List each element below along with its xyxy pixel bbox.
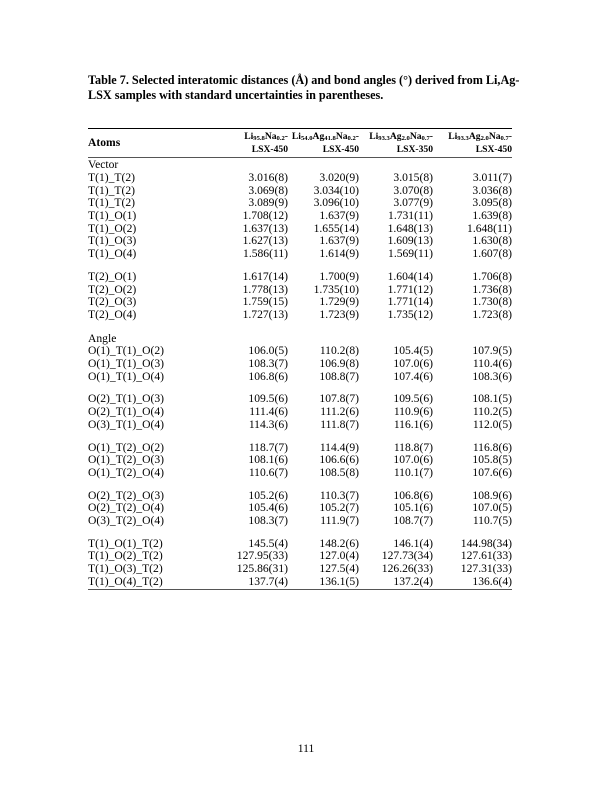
atoms-cell: O(2)_T(2)_O(3) <box>88 488 164 502</box>
value-cell: 127.95(33) <box>236 549 288 563</box>
value-cell: 108.3(7) <box>248 357 288 371</box>
value-cell: 1.648(13) <box>387 221 433 235</box>
value-cell: 106.0(5) <box>248 344 288 358</box>
column-header-sample-name: LSX-450 <box>251 143 288 155</box>
value-cell: 145.5(4) <box>248 536 288 550</box>
element-subscript: 93.3 <box>457 135 469 142</box>
value-cell: 110.2(8) <box>319 344 359 358</box>
column-header-sample-name: LSX-450 <box>475 143 512 155</box>
value-cell: 127.5(4) <box>319 562 359 576</box>
value-cell: 3.069(8) <box>248 183 288 197</box>
atoms-cell: O(3)_T(1)_O(4) <box>88 417 164 431</box>
value-cell: 1.617(14) <box>242 269 288 283</box>
atoms-cell: T(1)_T(2) <box>88 170 135 184</box>
caption-line-2: LSX samples with standard uncertainties in parentheses. <box>88 88 384 102</box>
value-cell: 1.759(15) <box>242 295 288 309</box>
table-row <box>88 271 512 284</box>
formula-suffix: - <box>284 131 288 142</box>
column-header-sample <box>359 129 433 158</box>
atoms-cell: T(1)_O(1)_T(2) <box>88 536 163 550</box>
value-cell: 1.637(9) <box>319 209 359 222</box>
value-cell: 106.9(8) <box>319 357 359 371</box>
atoms-cell: T(1)_O(2)_T(2) <box>88 549 163 563</box>
table-row <box>88 515 512 528</box>
atoms-cell: T(2)_O(4) <box>88 307 137 321</box>
group-spacer <box>88 261 512 271</box>
value-cell: 136.6(4) <box>472 574 512 588</box>
value-cell: 111.9(7) <box>320 514 359 528</box>
element-symbol: Li <box>244 131 254 142</box>
value-cell: 1.727(13) <box>242 307 288 321</box>
value-cell: 1.736(8) <box>472 282 512 296</box>
value-cell: 118.8(7) <box>393 440 433 454</box>
element-subscript: 0.7 <box>500 135 509 142</box>
column-header-sample <box>433 129 512 158</box>
section-label: Vector <box>88 158 119 172</box>
element-symbol: Li <box>448 131 458 142</box>
value-cell: 144.98(34) <box>460 536 512 550</box>
atoms-cell: T(1)_T(2) <box>88 183 135 197</box>
element-subscript: 0.2 <box>347 135 356 142</box>
value-cell: 110.7(5) <box>472 514 512 528</box>
formula-suffix: - <box>355 131 359 142</box>
column-header-formula <box>433 132 512 145</box>
value-cell: 106.6(6) <box>319 453 359 467</box>
atoms-cell: O(1)_T(2)_O(3) <box>88 453 164 467</box>
value-cell: 108.9(6) <box>472 488 512 502</box>
table-row <box>88 563 512 576</box>
value-cell: 126.26(33) <box>381 562 433 576</box>
value-cell: 3.015(8) <box>393 170 433 184</box>
atoms-cell: T(2)_O(1) <box>88 269 137 283</box>
atoms-cell: O(2)_T(1)_O(4) <box>88 405 164 419</box>
value-cell: 107.6(6) <box>472 465 512 479</box>
element-symbol: Li <box>369 131 379 142</box>
column-header-formula <box>224 132 288 145</box>
value-cell: 1.637(13) <box>242 221 288 235</box>
column-header-formula <box>288 132 359 145</box>
header-row <box>88 129 512 158</box>
bottom-rule <box>88 589 512 590</box>
column-header-sample <box>288 129 359 158</box>
value-cell: 108.3(7) <box>248 514 288 528</box>
value-cell: 127.31(33) <box>460 562 512 576</box>
table-row <box>88 576 512 589</box>
value-cell: 1.604(14) <box>387 269 433 283</box>
value-cell: 127.61(33) <box>460 549 512 563</box>
atoms-cell: T(1)_O(2) <box>88 221 137 235</box>
value-cell: 3.016(8) <box>248 170 288 184</box>
element-subscript: 41.8 <box>324 135 336 142</box>
value-cell: 111.2(6) <box>320 405 359 419</box>
value-cell: 107.0(6) <box>393 357 433 371</box>
value-cell: 3.034(10) <box>313 183 359 197</box>
atoms-cell: O(1)_T(1)_O(2) <box>88 344 164 358</box>
value-cell: 136.1(5) <box>319 574 359 588</box>
value-cell: 1.637(9) <box>319 234 359 248</box>
table-row <box>88 358 512 371</box>
column-header-formula <box>359 132 433 145</box>
value-cell: 3.089(9) <box>248 196 288 210</box>
value-cell: 105.2(7) <box>319 501 359 515</box>
value-cell: 1.639(8) <box>472 209 512 222</box>
value-cell: 1.627(13) <box>242 234 288 248</box>
value-cell: 105.2(6) <box>248 488 288 502</box>
value-cell: 108.7(7) <box>393 514 433 528</box>
caption-line-1: Table 7. Selected interatomic distances (Å) and bond angles (°) derived from Li,Ag- <box>88 73 520 87</box>
value-cell: 1.700(9) <box>319 269 359 283</box>
value-cell: 127.0(4) <box>319 549 359 563</box>
value-cell: 105.8(5) <box>472 453 512 467</box>
value-cell: 109.5(6) <box>393 392 433 406</box>
atoms-cell: T(2)_O(3) <box>88 295 137 309</box>
value-cell: 110.3(7) <box>319 488 359 502</box>
element-subscript: 0.7 <box>421 135 430 142</box>
table-row <box>88 185 512 198</box>
formula-suffix: - <box>508 131 512 142</box>
value-cell: 1.723(9) <box>319 307 359 321</box>
value-cell: 1.735(10) <box>313 282 359 296</box>
atoms-cell: O(2)_T(2)_O(4) <box>88 501 164 515</box>
value-cell: 1.648(11) <box>467 221 512 235</box>
value-cell: 107.9(5) <box>472 344 512 358</box>
value-cell: 3.077(9) <box>393 196 433 210</box>
element-symbol: Na <box>409 131 422 142</box>
value-cell: 111.4(6) <box>249 405 288 419</box>
value-cell: 109.5(6) <box>248 392 288 406</box>
value-cell: 146.1(4) <box>393 536 433 550</box>
table-row <box>88 248 512 261</box>
atoms-cell: T(1)_T(2) <box>88 196 135 210</box>
table-row <box>88 296 512 309</box>
value-cell: 127.73(34) <box>381 549 433 563</box>
table-row <box>88 406 512 419</box>
element-symbol: Ag <box>389 131 402 142</box>
atoms-cell: O(1)_T(2)_O(2) <box>88 440 164 454</box>
value-cell: 1.607(8) <box>472 247 512 261</box>
value-cell: 1.706(8) <box>472 269 512 283</box>
value-cell: 3.011(7) <box>472 170 512 184</box>
element-symbol: Na <box>335 131 348 142</box>
atoms-cell: O(2)_T(1)_O(3) <box>88 392 164 406</box>
value-cell: 125.86(31) <box>236 562 288 576</box>
atoms-cell: T(2)_O(2) <box>88 282 137 296</box>
section-label-row <box>88 332 512 346</box>
atoms-cell: O(1)_T(1)_O(4) <box>88 369 164 383</box>
value-cell: 116.1(6) <box>393 417 433 431</box>
section-spacer <box>88 322 512 332</box>
element-symbol: Li <box>291 131 301 142</box>
atoms-cell: O(1)_T(1)_O(3) <box>88 357 164 371</box>
value-cell: 107.0(6) <box>393 453 433 467</box>
value-cell: 112.0(5) <box>472 417 512 431</box>
value-cell: 110.1(7) <box>393 465 433 479</box>
table-row <box>88 467 512 480</box>
value-cell: 1.729(9) <box>319 295 359 309</box>
element-symbol: Ag <box>468 131 481 142</box>
table-row <box>88 371 512 384</box>
value-cell: 1.655(14) <box>313 221 359 235</box>
table-row <box>88 223 512 236</box>
value-cell: 3.070(8) <box>393 183 433 197</box>
column-header-sample-name: LSX-350 <box>396 143 433 155</box>
value-cell: 108.8(7) <box>319 369 359 383</box>
atoms-cell: T(1)_O(3) <box>88 234 137 248</box>
value-cell: 108.1(6) <box>248 453 288 467</box>
column-header-sample <box>224 129 288 158</box>
value-cell: 108.3(6) <box>472 369 512 383</box>
element-subscript: 95.8 <box>253 135 265 142</box>
element-subscript: 93.3 <box>378 135 390 142</box>
value-cell: 3.020(9) <box>319 170 359 184</box>
value-cell: 110.4(6) <box>472 357 512 371</box>
value-cell: 1.614(9) <box>319 247 359 261</box>
element-symbol: Ag <box>312 131 325 142</box>
element-subscript: 54.0 <box>300 135 313 142</box>
value-cell: 118.7(7) <box>248 440 288 454</box>
value-cell: 1.723(8) <box>472 307 512 321</box>
section-label-row <box>88 158 512 172</box>
element-subscript: 2.0 <box>480 135 489 142</box>
value-cell: 107.0(5) <box>472 501 512 515</box>
formula-suffix: - <box>429 131 433 142</box>
value-cell: 137.2(4) <box>393 574 433 588</box>
value-cell: 1.630(8) <box>472 234 512 248</box>
value-cell: 1.586(11) <box>243 247 288 261</box>
table-row <box>88 210 512 223</box>
value-cell: 108.5(8) <box>319 465 359 479</box>
value-cell: 1.735(12) <box>387 307 433 321</box>
value-cell: 1.609(13) <box>387 234 433 248</box>
data-table-container <box>88 128 512 590</box>
table-caption <box>88 73 528 103</box>
value-cell: 110.6(7) <box>248 465 288 479</box>
section-label: Angle <box>88 331 117 345</box>
atoms-cell: T(1)_O(4)_T(2) <box>88 574 163 588</box>
column-header-sample-name: LSX-450 <box>322 143 359 155</box>
value-cell: 1.708(12) <box>242 209 288 222</box>
value-cell: 3.036(8) <box>472 183 512 197</box>
element-subscript: 2.0 <box>401 135 410 142</box>
value-cell: 1.731(11) <box>388 209 433 222</box>
atoms-cell: T(1)_O(1) <box>88 209 137 222</box>
atoms-cell: T(1)_O(4) <box>88 247 137 261</box>
value-cell: 111.8(7) <box>320 417 359 431</box>
value-cell: 1.771(12) <box>387 282 433 296</box>
element-subscript: 0.2 <box>276 135 285 142</box>
value-cell: 3.096(10) <box>313 196 359 210</box>
value-cell: 116.8(6) <box>472 440 512 454</box>
value-cell: 106.8(6) <box>393 488 433 502</box>
value-cell: 105.1(6) <box>393 501 433 515</box>
value-cell: 1.569(11) <box>388 247 433 261</box>
atoms-cell: O(3)_T(2)_O(4) <box>88 514 164 528</box>
value-cell: 107.4(6) <box>393 369 433 383</box>
value-cell: 110.2(5) <box>472 405 512 419</box>
value-cell: 110.9(6) <box>393 405 433 419</box>
value-cell: 3.095(8) <box>472 196 512 210</box>
value-cell: 137.7(4) <box>248 574 288 588</box>
table-row <box>88 235 512 248</box>
table-row <box>88 197 512 210</box>
element-symbol: Na <box>488 131 501 142</box>
atoms-cell: O(1)_T(2)_O(4) <box>88 465 164 479</box>
value-cell: 106.8(6) <box>248 369 288 383</box>
value-cell: 108.1(5) <box>472 392 512 406</box>
atoms-cell: T(1)_O(3)_T(2) <box>88 562 163 576</box>
value-cell: 105.4(5) <box>393 344 433 358</box>
value-cell: 107.8(7) <box>319 392 359 406</box>
interatomic-distances-table <box>88 129 512 590</box>
table-row <box>88 172 512 185</box>
table-row <box>88 309 512 322</box>
value-cell: 1.778(13) <box>242 282 288 296</box>
table-row <box>88 284 512 297</box>
value-cell: 1.771(14) <box>387 295 433 309</box>
table-body <box>88 158 512 590</box>
table-row <box>88 419 512 432</box>
page-number: 111 <box>297 742 315 755</box>
element-symbol: Na <box>264 131 277 142</box>
value-cell: 114.4(9) <box>319 440 359 454</box>
value-cell: 1.730(8) <box>472 295 512 309</box>
value-cell: 148.2(6) <box>319 536 359 550</box>
column-header-atoms: Atoms <box>88 136 121 150</box>
value-cell: 105.4(6) <box>248 501 288 515</box>
value-cell: 114.3(6) <box>248 417 288 431</box>
